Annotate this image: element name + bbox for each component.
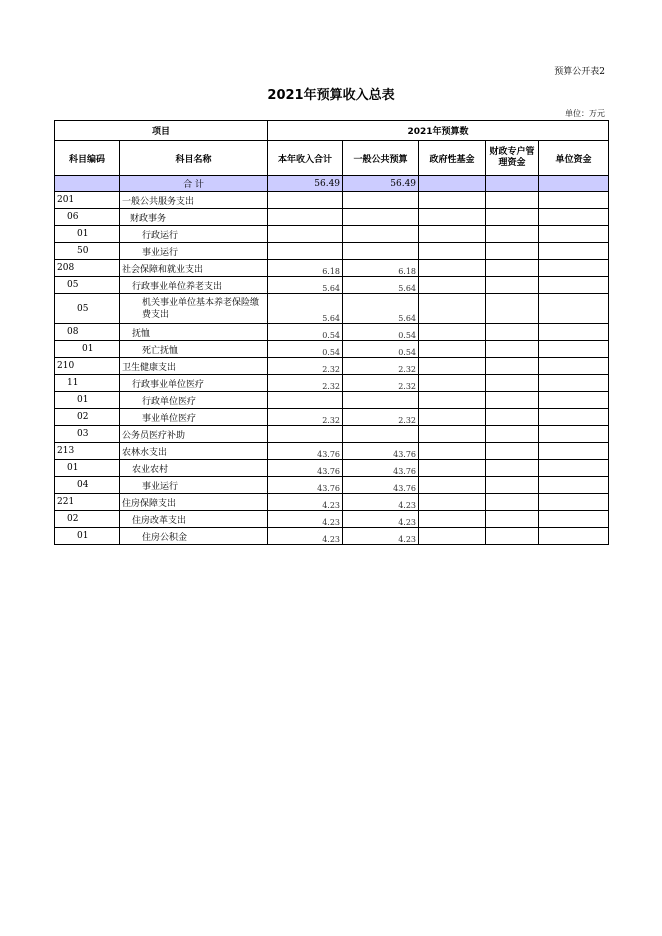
row-special-fund: [486, 409, 539, 426]
row-unit-fund: [539, 443, 609, 460]
row-total-income: 4.23: [268, 511, 343, 528]
row-total-income: 4.23: [268, 494, 343, 511]
row-special-fund: [486, 426, 539, 443]
table-row: [55, 443, 609, 460]
table-row: [55, 477, 609, 494]
row-code: 05: [55, 277, 120, 294]
row-name: 住房公积金: [120, 528, 268, 545]
table-row: [55, 243, 609, 260]
row-name: 卫生健康支出: [120, 358, 268, 375]
row-code: 01: [55, 341, 120, 358]
table-row: [55, 494, 609, 511]
row-total-income: 5.64: [268, 294, 343, 324]
table-row: [55, 294, 609, 324]
total-income-value: 56.49: [268, 176, 343, 192]
row-total-income: 2.32: [268, 409, 343, 426]
row-total-income: [268, 209, 343, 226]
row-name: 住房保障支出: [120, 494, 268, 511]
row-unit-fund: [539, 460, 609, 477]
row-code: 05: [55, 294, 120, 324]
row-code: 210: [55, 358, 120, 375]
row-special-fund: [486, 443, 539, 460]
row-general-budget: 5.64: [343, 294, 419, 324]
total-label: 合 计: [120, 176, 268, 192]
header-budget-group: 2021年预算数: [268, 121, 609, 141]
row-unit-fund: [539, 528, 609, 545]
header-code: 科目编码: [55, 141, 120, 176]
row-special-fund: [486, 341, 539, 358]
header-total-income: 本年收入合计: [268, 141, 343, 176]
table-row: [55, 426, 609, 443]
row-total-income: 4.23: [268, 528, 343, 545]
row-code: 03: [55, 426, 120, 443]
row-total-income: 2.32: [268, 375, 343, 392]
row-code: 02: [55, 511, 120, 528]
row-special-fund: [486, 324, 539, 341]
row-code: 208: [55, 260, 120, 277]
row-special-fund: [486, 477, 539, 494]
row-code: 01: [55, 528, 120, 545]
row-special-fund: [486, 294, 539, 324]
row-general-budget: [343, 243, 419, 260]
row-gov-fund: [419, 460, 486, 477]
table-row: [55, 375, 609, 392]
total-code-cell: [55, 176, 120, 192]
row-unit-fund: [539, 494, 609, 511]
table-row: [55, 209, 609, 226]
row-general-budget: 6.18: [343, 260, 419, 277]
row-unit-fund: [539, 260, 609, 277]
row-unit-fund: [539, 277, 609, 294]
row-special-fund: [486, 528, 539, 545]
row-special-fund: [486, 209, 539, 226]
table-row: [55, 277, 609, 294]
header-special-fund: 财政专户管理资金: [486, 141, 539, 176]
row-name: 死亡抚恤: [120, 341, 268, 358]
table-row: [55, 392, 609, 409]
row-total-income: 0.54: [268, 341, 343, 358]
row-code: 50: [55, 243, 120, 260]
row-gov-fund: [419, 477, 486, 494]
row-name: 一般公共服务支出: [120, 192, 268, 209]
table-row: [55, 192, 609, 209]
row-name: 事业单位医疗: [120, 409, 268, 426]
row-general-budget: [343, 209, 419, 226]
table-row: [55, 260, 609, 277]
table-row: [55, 226, 609, 243]
row-name: 行政事业单位医疗: [120, 375, 268, 392]
row-special-fund: [486, 226, 539, 243]
page-title: 2021年预算收入总表: [267, 88, 395, 103]
header-row-columns: [55, 141, 609, 176]
row-general-budget: 43.76: [343, 460, 419, 477]
row-general-budget: 2.32: [343, 375, 419, 392]
row-gov-fund: [419, 375, 486, 392]
row-gov-fund: [419, 528, 486, 545]
budget-income-table: [54, 120, 609, 545]
row-total-income: [268, 392, 343, 409]
row-unit-fund: [539, 426, 609, 443]
total-general-value: 56.49: [343, 176, 419, 192]
row-unit-fund: [539, 192, 609, 209]
row-name: 机关事业单位基本养老保险缴费支出: [120, 294, 268, 324]
row-name: 行政单位医疗: [120, 392, 268, 409]
row-gov-fund: [419, 511, 486, 528]
row-code: 01: [55, 460, 120, 477]
row-total-income: [268, 226, 343, 243]
row-total-income: 6.18: [268, 260, 343, 277]
row-special-fund: [486, 392, 539, 409]
total-row: [55, 176, 609, 192]
row-name: 农林水支出: [120, 443, 268, 460]
row-general-budget: 4.23: [343, 494, 419, 511]
row-code: 213: [55, 443, 120, 460]
row-gov-fund: [419, 358, 486, 375]
row-unit-fund: [539, 324, 609, 341]
row-name: 行政事业单位养老支出: [120, 277, 268, 294]
row-code: 02: [55, 409, 120, 426]
row-gov-fund: [419, 243, 486, 260]
row-gov-fund: [419, 226, 486, 243]
row-code: 08: [55, 324, 120, 341]
row-code: 06: [55, 209, 120, 226]
row-unit-fund: [539, 341, 609, 358]
table-row: [55, 409, 609, 426]
row-special-fund: [486, 243, 539, 260]
row-name: 公务员医疗补助: [120, 426, 268, 443]
header-unit-fund: 单位资金: [539, 141, 609, 176]
header-general-budget: 一般公共预算: [343, 141, 419, 176]
row-general-budget: [343, 426, 419, 443]
row-unit-fund: [539, 477, 609, 494]
row-name: 住房改革支出: [120, 511, 268, 528]
row-gov-fund: [419, 209, 486, 226]
row-gov-fund: [419, 260, 486, 277]
row-unit-fund: [539, 226, 609, 243]
row-total-income: 0.54: [268, 324, 343, 341]
form-number: 预算公开表2: [554, 67, 605, 77]
row-total-income: 5.64: [268, 277, 343, 294]
row-general-budget: [343, 226, 419, 243]
row-special-fund: [486, 375, 539, 392]
row-gov-fund: [419, 392, 486, 409]
row-code: 01: [55, 226, 120, 243]
row-total-income: 43.76: [268, 460, 343, 477]
row-unit-fund: [539, 409, 609, 426]
row-name: 财政事务: [120, 209, 268, 226]
row-unit-fund: [539, 511, 609, 528]
row-code: 221: [55, 494, 120, 511]
row-gov-fund: [419, 409, 486, 426]
row-general-budget: 0.54: [343, 341, 419, 358]
row-gov-fund: [419, 426, 486, 443]
row-name: 社会保障和就业支出: [120, 260, 268, 277]
row-code: 01: [55, 392, 120, 409]
row-unit-fund: [539, 392, 609, 409]
row-total-income: 43.76: [268, 443, 343, 460]
row-code: 04: [55, 477, 120, 494]
total-unit-fund-cell: [539, 176, 609, 192]
row-total-income: [268, 243, 343, 260]
header-gov-fund: 政府性基金: [419, 141, 486, 176]
row-special-fund: [486, 277, 539, 294]
row-special-fund: [486, 511, 539, 528]
row-code: 11: [55, 375, 120, 392]
row-gov-fund: [419, 324, 486, 341]
row-gov-fund: [419, 294, 486, 324]
row-unit-fund: [539, 294, 609, 324]
table-row: [55, 358, 609, 375]
row-total-income: 43.76: [268, 477, 343, 494]
row-name: 事业运行: [120, 477, 268, 494]
row-unit-fund: [539, 243, 609, 260]
row-unit-fund: [539, 375, 609, 392]
row-code: 201: [55, 192, 120, 209]
row-unit-fund: [539, 358, 609, 375]
row-gov-fund: [419, 443, 486, 460]
row-general-budget: 0.54: [343, 324, 419, 341]
row-general-budget: [343, 192, 419, 209]
header-name: 科目名称: [120, 141, 268, 176]
row-general-budget: 43.76: [343, 443, 419, 460]
total-gov-fund-cell: [419, 176, 486, 192]
row-name: 事业运行: [120, 243, 268, 260]
row-gov-fund: [419, 341, 486, 358]
row-total-income: 2.32: [268, 358, 343, 375]
row-gov-fund: [419, 494, 486, 511]
table-row: [55, 460, 609, 477]
row-gov-fund: [419, 192, 486, 209]
header-row-group: [55, 121, 609, 141]
table-row: [55, 324, 609, 341]
row-special-fund: [486, 260, 539, 277]
row-special-fund: [486, 494, 539, 511]
row-name: 抚恤: [120, 324, 268, 341]
total-special-fund-cell: [486, 176, 539, 192]
row-general-budget: [343, 392, 419, 409]
row-general-budget: 4.23: [343, 528, 419, 545]
header-project: 项目: [55, 121, 268, 141]
row-general-budget: 4.23: [343, 511, 419, 528]
row-gov-fund: [419, 277, 486, 294]
row-general-budget: 2.32: [343, 409, 419, 426]
unit-label: 单位：万元: [565, 109, 605, 118]
row-total-income: [268, 192, 343, 209]
row-name: 行政运行: [120, 226, 268, 243]
row-total-income: [268, 426, 343, 443]
row-special-fund: [486, 192, 539, 209]
row-general-budget: 43.76: [343, 477, 419, 494]
table-row: [55, 341, 609, 358]
row-general-budget: 5.64: [343, 277, 419, 294]
row-general-budget: 2.32: [343, 358, 419, 375]
table-row: [55, 528, 609, 545]
row-unit-fund: [539, 209, 609, 226]
row-special-fund: [486, 460, 539, 477]
row-special-fund: [486, 358, 539, 375]
row-name: 农业农村: [120, 460, 268, 477]
table-row: [55, 511, 609, 528]
